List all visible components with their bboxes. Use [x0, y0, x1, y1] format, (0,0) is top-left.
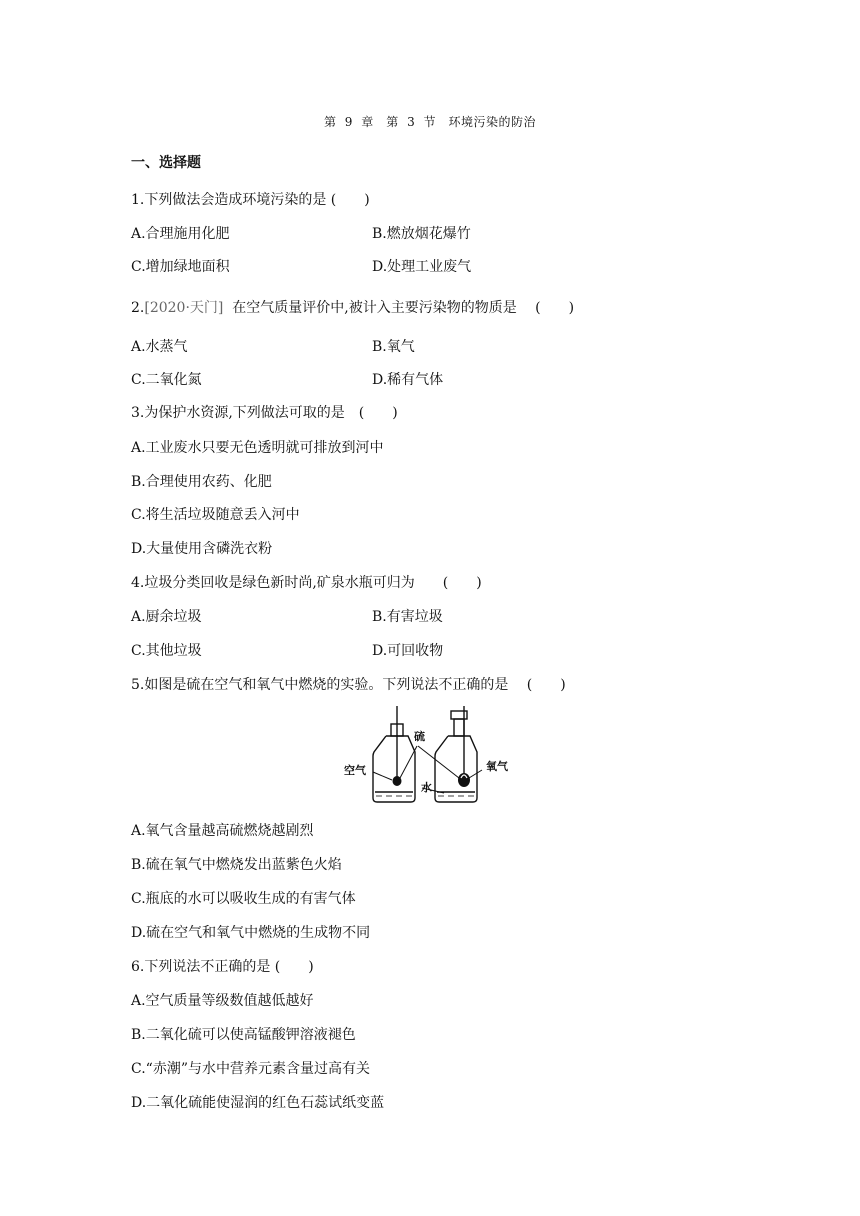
question-5-option-b: B.硫在氧气中燃烧发出蓝紫色火焰 [131, 857, 342, 873]
question-6-stem: 6.下列说法不正确的是 ( ) [131, 959, 314, 975]
label-sulfur: 硫 [414, 730, 425, 743]
question-6-option-d: D.二氧化硫能使湿润的红色石蕊试纸变蓝 [131, 1095, 385, 1111]
question-2-option-a: A.水蒸气 [131, 339, 188, 355]
label-oxygen: 氧气 [486, 760, 508, 773]
question-5-option-c: C.瓶底的水可以吸收生成的有害气体 [131, 891, 356, 907]
question-4-stem: 4.垃圾分类回收是绿色新时尚,矿泉水瓶可归为 ( ) [131, 575, 482, 591]
question-1-option-b: B.燃放烟花爆竹 [372, 226, 471, 242]
question-4-option-b: B.有害垃圾 [372, 609, 443, 625]
question-3-option-b: B.合理使用农药、化肥 [131, 474, 272, 490]
question-1-option-c: C.增加绿地面积 [131, 259, 230, 275]
question-2-stem [131, 299, 574, 317]
question-1-stem: 1.下列做法会造成环境污染的是 ( ) [131, 192, 370, 208]
question-2-option-b: B.氧气 [372, 339, 415, 355]
question-2-option-c: C.二氧化氮 [131, 372, 202, 388]
question-5-option-d: D.硫在空气和氧气中燃烧的生成物不同 [131, 925, 371, 941]
page-header: 第 9 章 第 3 节 环境污染的防治 [323, 115, 537, 129]
question-2-number: 2. [131, 300, 145, 316]
question-3-option-c: C.将生活垃圾随意丢入河中 [131, 507, 300, 523]
question-4-option-d: D.可回收物 [372, 643, 444, 659]
question-5-stem: 5.如图是硫在空气和氧气中燃烧的实验。下列说法不正确的是 ( ) [131, 677, 566, 693]
label-air: 空气 [344, 764, 366, 777]
question-2-text: 在空气质量评价中,被计入主要污染物的物质是 ( ) [223, 300, 575, 316]
question-2-source: [2020·天门] [144, 300, 224, 316]
question-4-option-a: A.厨余垃圾 [131, 609, 202, 625]
question-2-option-d: D.稀有气体 [372, 372, 444, 388]
sulfur-combustion-figure [340, 706, 530, 810]
label-water: 水 [421, 781, 432, 794]
question-1-option-a: A.合理施用化肥 [131, 226, 230, 242]
question-3-stem: 3.为保护水资源,下列做法可取的是 ( ) [131, 405, 398, 421]
section-title: 一、选择题 [131, 155, 201, 171]
question-1-option-d: D.处理工业废气 [372, 259, 472, 275]
question-5-option-a: A.氧气含量越高硫燃烧越剧烈 [131, 823, 314, 839]
right-bottle [435, 706, 477, 802]
question-3-option-d: D.大量使用含磷洗衣粉 [131, 541, 273, 557]
question-6-option-b: B.二氧化硫可以使高锰酸钾溶液褪色 [131, 1027, 356, 1043]
question-6-option-a: A.空气质量等级数值越低越好 [131, 993, 314, 1009]
question-3-option-a: A.工业废水只要无色透明就可排放到河中 [131, 440, 384, 456]
right-sulfur-flame [458, 773, 470, 787]
question-6-option-c: C.“赤潮”与水中营养元素含量过高有关 [131, 1061, 370, 1077]
question-4-option-c: C.其他垃圾 [131, 643, 202, 659]
left-bottle [373, 706, 415, 802]
